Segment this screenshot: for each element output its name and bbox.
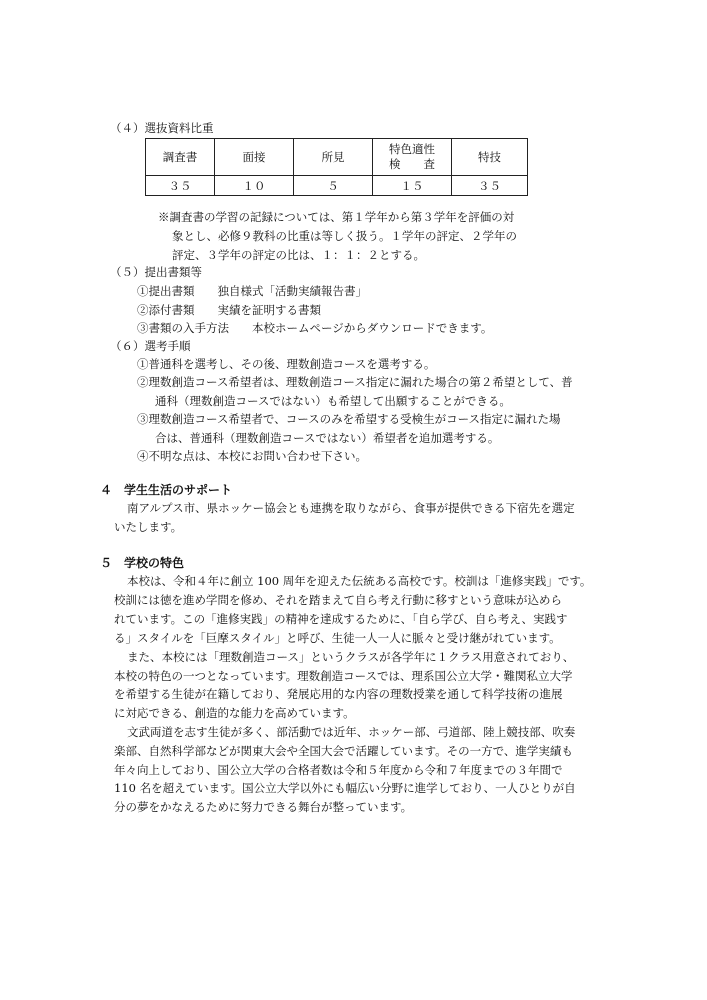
- school-features-heading: ５ 学校の特色: [100, 556, 185, 570]
- procedure-line: ①普通科を選考し、その後、理数創造コースを選考する。: [137, 357, 436, 371]
- school-features-line: 本校の特色の一つとなっています。理数創造コースでは、理系国公立大学・難関私立大学: [114, 669, 573, 683]
- header-cell-tokushoku-kensa: 特色適性 検 査: [373, 139, 452, 176]
- documents-item: ①提出書類 独自様式「活動実績報告書」: [137, 284, 367, 298]
- procedure-heading: （６）選考手順: [110, 339, 191, 353]
- value-cell-tokugi: ３５: [452, 176, 528, 196]
- header-cell-mensetsu: 面接: [215, 139, 294, 176]
- value-cell-chousasho: ３５: [146, 176, 215, 196]
- school-features-line: 分の夢をかなえるために努力できる舞台が整っています。: [114, 800, 413, 814]
- value-cell-mensetsu: １０: [215, 176, 294, 196]
- header-cell-chousasho: 調査書: [146, 139, 215, 176]
- student-life-line: 南アルプス市、県ホッケー協会とも連携を取りながら、食事が提供できる下宿先を選定: [127, 501, 575, 515]
- school-features-line: を希望する生徒が在籍しており、発展応用的な内容の理数授業を通して科学技術の進展: [114, 687, 563, 701]
- table-header-row: [146, 139, 528, 176]
- note-line: 象とし、必修９教科の比重は等しく扱う。１学年の評定、２学年の: [172, 229, 517, 243]
- procedure-line: ④不明な点は、本校にお問い合わせ下さい。: [137, 449, 367, 463]
- school-features-line: 本校は、令和４年に創立 100 周年を迎えた伝統ある高校です。校訓は「進修実践」です。: [127, 574, 592, 588]
- documents-item: ②添付書類 実績を証明する書類: [137, 303, 321, 317]
- procedure-line: 通科（理数創造コースではない）も希望して出願することができる。: [155, 394, 511, 408]
- school-features-line: 年々向上しており、国公立大学の合格者数は令和５年度から令和７年度までの３年間で: [114, 763, 563, 777]
- selection-weights-heading: （４）選抜資料比重: [110, 121, 214, 135]
- procedure-line: ②理数創造コース希望者は、理数創造コース指定に漏れた場合の第２希望として、普: [137, 375, 573, 389]
- selection-weights-table: [145, 138, 528, 196]
- school-features-line: 110 名を超えています。国公立大学以外にも幅広い分野に進学しており、一人ひとりが自: [114, 781, 576, 795]
- school-features-line: 楽部、自然科学部などが関東大会や全国大会で活躍しています。その一方で、進学実績も: [114, 744, 573, 758]
- documents-item: ③書類の入手方法 本校ホームページからダウンロードできます。: [137, 321, 493, 335]
- school-features-line: 校訓には徳を進め学問を修め、それを踏まえて自ら考え行動に移すという意味が込めら: [114, 593, 563, 607]
- value-cell-shoken: ５: [294, 176, 373, 196]
- documents-heading: （５）提出書類等: [110, 265, 202, 279]
- header-cell-shoken: 所見: [294, 139, 373, 176]
- student-life-heading: ４ 学生生活のサポート: [100, 483, 233, 497]
- table-value-row: [146, 176, 528, 196]
- school-features-line: る」スタイルを「巨摩スタイル」と呼び、生徒一人一人に脈々と受け継がれています。: [114, 631, 561, 645]
- school-features-line: れています。この「進修実践」の精神を達成するために、「自ら学び、自ら考え、実践す: [114, 612, 568, 626]
- note-line: 評定、３学年の評定の比は、１：１：２とする。: [172, 248, 425, 262]
- note-line: ※調査書の学習の記録については、第１学年から第３学年を評価の対: [158, 210, 515, 224]
- school-features-line: また、本校には「理数創造コース」というクラスが各学年に１クラス用意されており、: [127, 650, 575, 664]
- student-life-line: いたします。: [114, 520, 183, 534]
- school-features-line: に対応できる、創造的な能力を高めています。: [114, 706, 355, 720]
- header-cell-tokugi: 特技: [452, 139, 528, 176]
- procedure-line: 合は、普通科（理数創造コースではない）希望者を追加選考する。: [155, 431, 500, 445]
- procedure-line: ③理数創造コース希望者で、コースのみを希望する受検生がコース指定に漏れた場: [137, 412, 561, 426]
- value-cell-tokushoku-kensa: １５: [373, 176, 452, 196]
- school-features-line: 文武両道を志す生徒が多く、部活動では近年、ホッケー部、弓道部、陸上競技部、吹奏: [127, 725, 576, 739]
